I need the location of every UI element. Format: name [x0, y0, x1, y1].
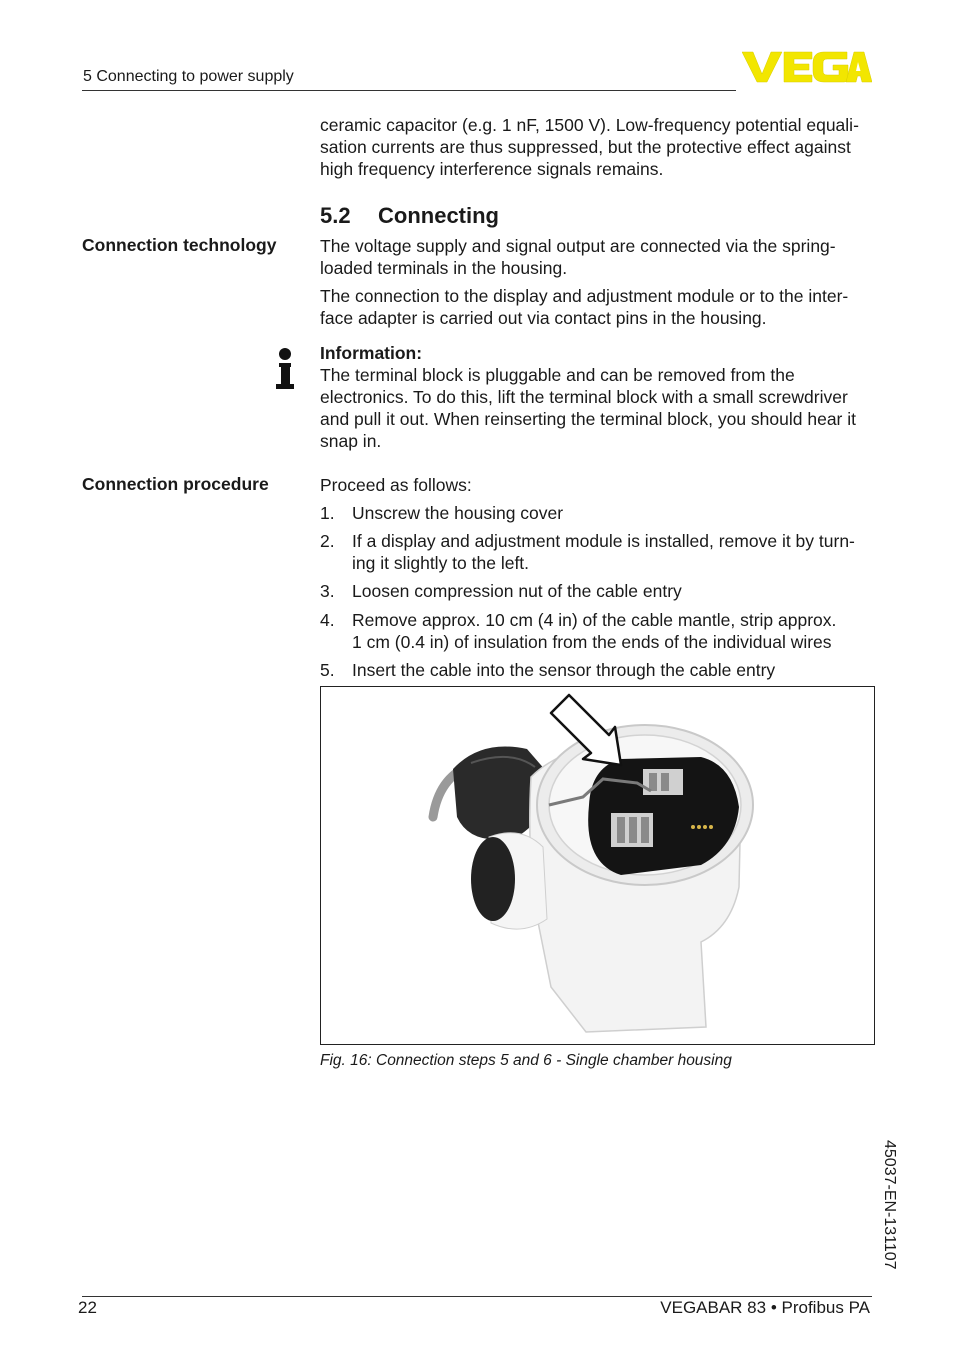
para-line: face adapter is carried out via contact pins in the housing.	[320, 308, 767, 328]
figure-caption: Fig. 16: Connection steps 5 and 6 - Single chamber housing	[320, 1052, 732, 1069]
intro-paragraph	[320, 114, 872, 180]
info-line: and pull it out. When reinserting the terminal block, you should hear it	[320, 409, 856, 429]
step-number: 1.	[320, 503, 335, 523]
list-item	[320, 609, 872, 653]
margin-label-connection-technology: Connection technology	[82, 235, 277, 255]
step-text: If a display and adjustment module is installed, remove it by turn-	[352, 531, 855, 551]
list-item	[320, 530, 872, 574]
footer-rule	[82, 1296, 872, 1297]
list-item	[320, 502, 872, 524]
para-line: loaded terminals in the housing.	[320, 258, 568, 278]
para-line: The connection to the display and adjustment module or to the inter-	[320, 286, 849, 306]
intro-line: ceramic capacitor (e.g. 1 nF, 1500 V). Low-frequency potential equali-	[320, 115, 859, 135]
step-number: 5.	[320, 660, 335, 680]
section-heading	[320, 203, 499, 229]
step-text: 1 cm (0.4 in) of insulation from the ends of the individual wires	[352, 632, 832, 652]
step-text: Unscrew the housing cover	[352, 503, 564, 523]
figure-connection-steps	[320, 686, 875, 1045]
step-number: 4.	[320, 610, 335, 630]
info-line: The terminal block is pluggable and can be removed from the	[320, 365, 795, 385]
information-title: Information:	[320, 343, 423, 363]
info-icon	[272, 346, 298, 392]
intro-line: high frequency interference signals remains.	[320, 159, 664, 179]
header-rule	[82, 90, 736, 91]
product-name: VEGABAR 83 • Profibus PA	[660, 1298, 870, 1317]
page-number: 22	[78, 1298, 97, 1317]
margin-label-connection-procedure: Connection procedure	[82, 474, 269, 494]
vega-logo	[742, 50, 872, 84]
intro-line: sation currents are thus suppressed, but the protective effect against	[320, 137, 851, 157]
info-line: snap in.	[320, 431, 382, 451]
running-header: 5 Connecting to power supply	[83, 68, 294, 85]
document-code-vertical	[876, 1140, 906, 1290]
connection-technology-para1	[320, 235, 872, 279]
step-text: ing it slightly to the left.	[352, 553, 530, 573]
section-title: Connecting	[378, 203, 499, 228]
housing-illustration	[321, 687, 874, 1044]
step-number: 3.	[320, 581, 335, 601]
para-line: The voltage supply and signal output are connected via the spring-	[320, 236, 836, 256]
info-line: electronics. To do this, lift the terminal block with a small screwdriver	[320, 387, 848, 407]
step-text: Loosen compression nut of the cable entry	[352, 581, 682, 601]
list-item	[320, 580, 872, 602]
information-note	[320, 342, 872, 452]
step-text: Insert the cable into the sensor through the cable entry	[352, 660, 776, 680]
connection-technology-para2	[320, 285, 872, 329]
step-number: 2.	[320, 531, 335, 551]
procedure-intro: Proceed as follows:	[320, 475, 472, 495]
step-text: Remove approx. 10 cm (4 in) of the cable mantle, strip approx.	[352, 610, 837, 630]
list-item	[320, 659, 872, 681]
document-code: 45037-EN-131107	[881, 1140, 898, 1270]
section-number: 5.2	[320, 203, 351, 228]
